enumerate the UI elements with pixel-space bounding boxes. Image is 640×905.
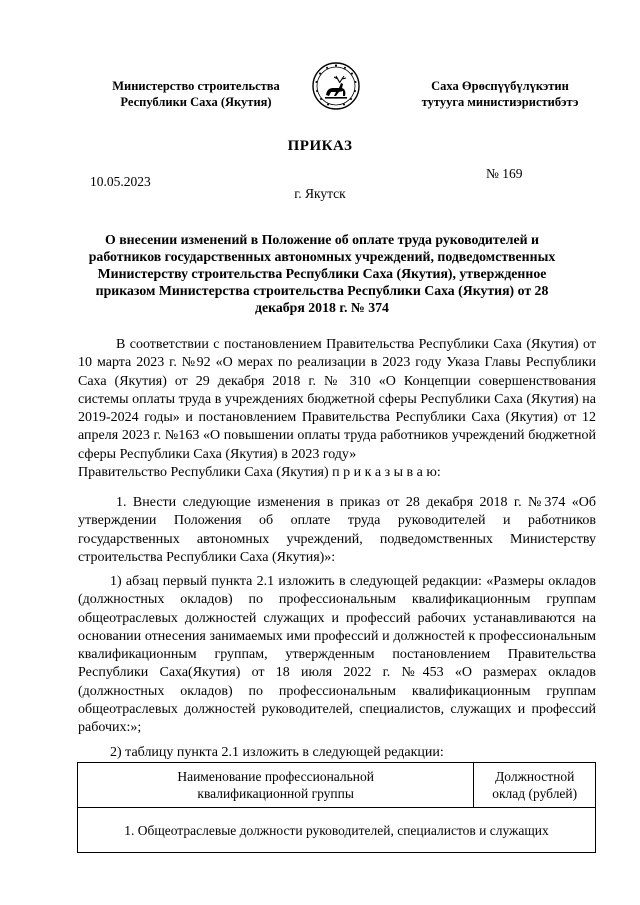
ministry-name-russian-line2: Республики Саха (Якутия) <box>120 95 272 109</box>
ministry-name-yakut-line1: Саха Өрөспүүбүлүкэтин <box>431 79 569 93</box>
column-header-group-name <box>78 763 474 808</box>
subitem-2-text: 2) таблицу пункта 2.1 изложить в следующей редакции: <box>110 745 444 760</box>
preamble-text <box>78 336 596 464</box>
table-row <box>78 808 596 853</box>
table-group-row: 1. Общеотраслевые должности руководителей, специалистов и служащих <box>78 808 596 853</box>
coat-of-arms-icon <box>312 62 360 110</box>
preamble-main: В соответствии с постановлением Правительства Республики Саха (Якутия) от 10 марта 2023 г. №92 «О мерах по реализации в 2023 году Указа Главы Республики Саха (Якутия) от 29 декабря 2018 г. № 310 «О Концепции совершенствования системы оплаты труда в учреждениях бюджетной сферы Республики Саха (Якутия) на 2019-2024 годы» и постановлением Правительства Республики Саха (Якутия) от 12 апреля 2023 г. №163 «О повышении оплаты труда работников учреждений бюджетной сферы Республики Саха (Якутия) в 2023 году» <box>78 337 596 462</box>
salary-table <box>77 762 596 853</box>
ministry-name-yakut-line2: тутууга министиэристибэтэ <box>421 95 579 109</box>
ministry-name-russian-line1: Министерство строительства <box>112 79 280 93</box>
document-date: 10.05.2023 <box>90 174 151 189</box>
column-header-line: оклад (рублей) <box>492 786 578 801</box>
item-1-paragraph <box>78 494 596 567</box>
ministry-name-russian <box>108 78 284 110</box>
title-line: Министерству строительства Республики Саха (Якутия), утвержденное <box>97 266 547 281</box>
subitem-2-paragraph <box>78 744 596 762</box>
column-header-salary <box>474 763 596 808</box>
document-city: г. Якутск <box>294 186 346 201</box>
table-header-row <box>78 763 596 808</box>
column-header-line: Должностной <box>495 769 575 784</box>
ministry-name-yakut <box>414 78 586 110</box>
document-type: ПРИКАЗ <box>287 138 353 154</box>
title-line: О внесении изменений в Положение об оплате труда руководителей и <box>105 232 539 247</box>
column-header-line: квалификационной группы <box>197 786 354 801</box>
document-title <box>82 231 562 316</box>
document-number: № 169 <box>486 166 523 181</box>
preamble-ending: Правительство Республики Саха (Якутия) п р и к а з ы в а ю: <box>78 465 441 481</box>
title-line: работников государственных автономных учреждений, подведомственных <box>88 249 556 264</box>
item-1-text: 1. Внести следующие изменения в приказ от 28 декабря 2018 г. №374 «Об утверждении Положения об оплате труда руководителей и работников государственных автономных учреждений, подведомственных Министерству строительства Республики Саха (Якутия)»: <box>78 495 596 565</box>
subitem-1-text: 1) абзац первый пункта 2.1 изложить в следующей редакции: «Размеры окладов (должностных окладов) по профессиональным квалификационным группам общеотраслевых должностей служащих и профессий рабочих устанавливаются на основании отнесения занимаемых ими профессий и должностей к профессиональным квалификационным группам, утвержденным постановлением Правительства Республики Саха(Якутия) от 18 июля 2022 г. №453 «О размерах окладов (должностных окладов) по профессиональным квалификационным группам общеотраслевых должностей руководителей, специалистов, служащих и профессий рабочих:»; <box>78 574 596 736</box>
title-line: декабря 2018 г. № 374 <box>255 300 389 315</box>
title-line: приказом Министерства строительства Республики Саха (Якутия) от 28 <box>95 283 549 298</box>
preamble-paragraph <box>78 336 596 482</box>
subitem-1-paragraph <box>78 573 596 738</box>
column-header-line: Наименование профессиональной <box>177 769 375 784</box>
